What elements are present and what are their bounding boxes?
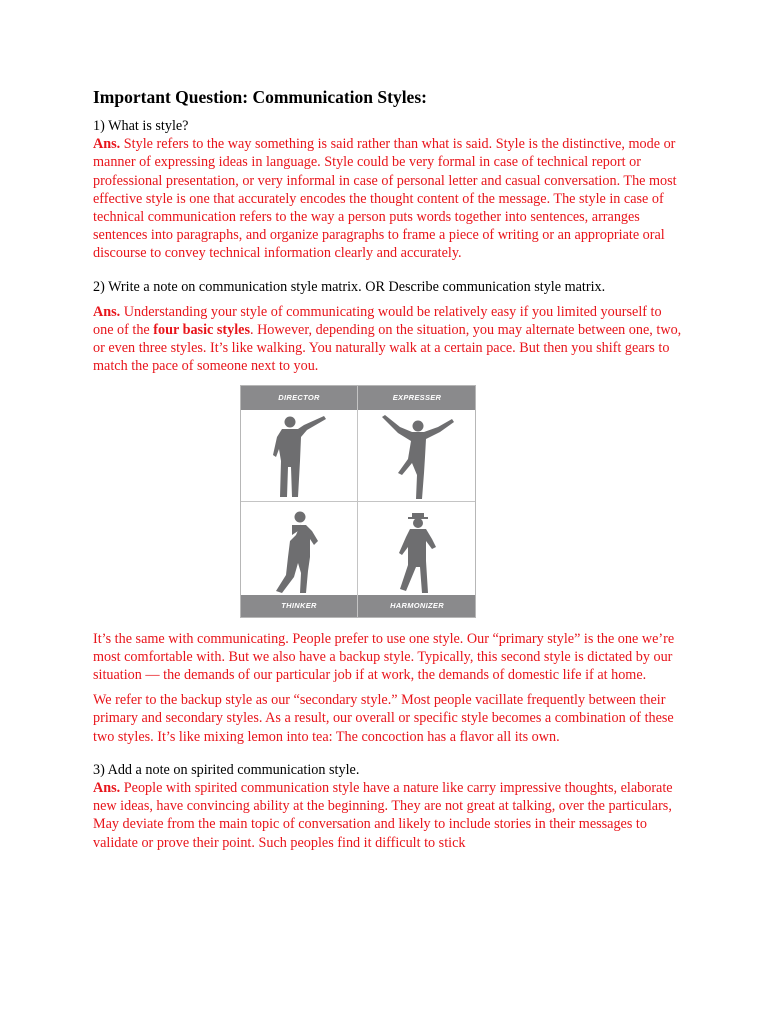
- question-1: 1) What is style?: [93, 118, 189, 134]
- label-thinker: THINKER: [281, 600, 317, 610]
- answer-2: [93, 303, 683, 376]
- question-2: 2) Write a note on communication style matrix. OR Describe communication style matrix.: [93, 278, 606, 295]
- answer-2-label: Ans.: [93, 303, 121, 320]
- question-3: 3) Add a note on spirited communication style.: [93, 761, 360, 778]
- document-page: [93, 86, 683, 852]
- expresser-silhouette-icon: [378, 413, 458, 501]
- paragraph-secondary-style: We refer to the backup style as our “secondary style.” Most people vacillate frequently between their primary and secondary styles. As a result, our overall or specific style becomes a combination of these two styles. It’s like mixing lemon into tea: The concoction has a flavor all its own.: [93, 692, 674, 745]
- page-title: Important Question: Communication Styles:: [93, 87, 427, 107]
- answer-1-label: Ans.: [93, 136, 121, 153]
- answer-3: [93, 779, 683, 852]
- answer-1-text: Style refers to the way something is said rather than what is said. Style is the distinctive, mode or manner of expressing ideas in language. Style could be very formal in case of technical report or professional presentation, or very informal in case of personal letter and casual conversation. The most effective style is one that accurately encodes the thought content of the message. The style in case of technical communication refers to the way a person puts words together into sentences, arranges sentences into paragraphs, and organize paragraphs to frame a piece of writing or an appropriate oral discourse to convey technical information clearly and accurately.: [93, 136, 677, 262]
- thinker-silhouette-icon: [268, 507, 338, 597]
- answer-2-text-part2: . However, depending on the situation, you may alternate between one, two, or even three styles. It’s like walking. You naturally walk at a certain pace. But then you shift gears to match the pace of someone next to you.: [93, 322, 682, 375]
- answer-3-text: People with spirited communication style have a nature like carry impressive thoughts, elaborate new ideas, have convincing ability at the beginning. They are not great at talking, over the particulars, May deviate from the main topic of conversation and likely to include stories in their messages to validate or prove their point. Such peoples find it difficult to stick: [93, 780, 673, 851]
- answer-3-label: Ans.: [93, 780, 121, 797]
- answer-2-text-part1: Understanding your style of communicating would be relatively easy if you limited yourself to one of the: [93, 303, 662, 339]
- communication-style-matrix-figure: [240, 385, 476, 618]
- label-harmonizer: HARMONIZER: [390, 600, 444, 610]
- paragraph-primary-style: It’s the same with communicating. People prefer to use one style. Our “primary style” is the one we’re most comfortable with. But we also have a backup style. Typically, this second style is dictated by our situation — the demands of our particular job if at work, the demands of domestic life if at home.: [93, 630, 675, 684]
- answer-1: [93, 135, 683, 262]
- label-director: DIRECTOR: [278, 392, 320, 402]
- harmonizer-silhouette-icon: [390, 507, 450, 597]
- label-expresser: EXPRESSER: [392, 392, 442, 402]
- answer-2-bold-phrase: four basic styles: [153, 322, 250, 339]
- director-silhouette-icon: [260, 413, 340, 499]
